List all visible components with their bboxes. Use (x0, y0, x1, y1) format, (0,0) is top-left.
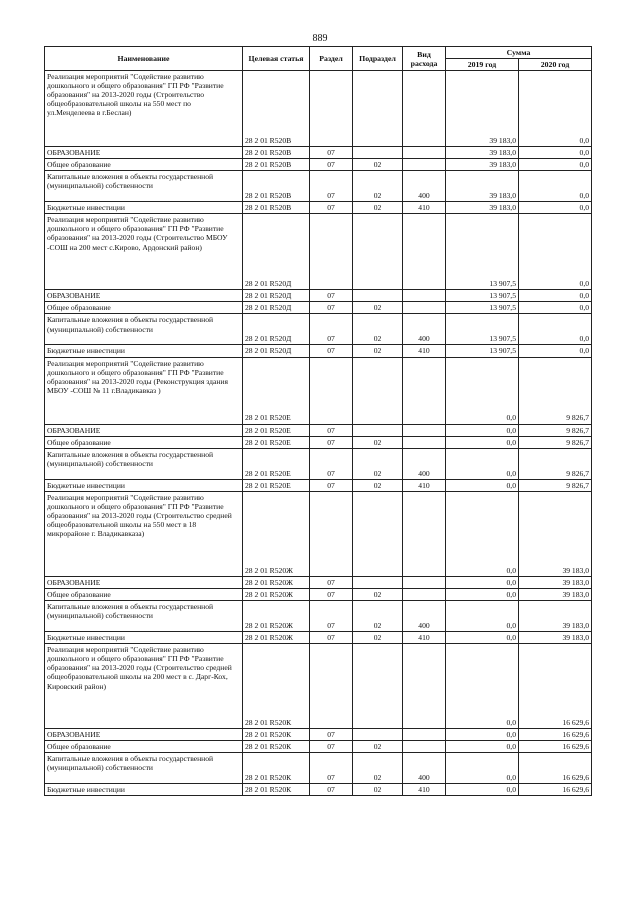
cell-2020: 9 826,7 (519, 448, 592, 479)
cell-kind: 400 (403, 601, 446, 632)
header-kind: Вид расхода (403, 47, 446, 71)
cell-kind: 400 (403, 314, 446, 345)
table-row (45, 741, 592, 753)
cell-subsection: 02 (353, 345, 403, 357)
cell-subsection (353, 491, 403, 576)
table-row (45, 729, 592, 741)
cell-2019: 0,0 (446, 729, 519, 741)
cell-target: 28 2 01 R520Д (243, 302, 310, 314)
cell-kind (403, 491, 446, 576)
table-body (45, 71, 592, 796)
cell-section: 07 (310, 171, 353, 202)
cell-section: 07 (310, 753, 353, 784)
cell-section (310, 214, 353, 290)
cell-2019: 39 183,0 (446, 71, 519, 147)
cell-section: 07 (310, 290, 353, 302)
cell-subsection: 02 (353, 588, 403, 600)
table-row (45, 424, 592, 436)
cell-2019: 0,0 (446, 784, 519, 796)
cell-2020: 9 826,7 (519, 479, 592, 491)
cell-section: 07 (310, 436, 353, 448)
cell-section: 07 (310, 424, 353, 436)
cell-2020: 0,0 (519, 171, 592, 202)
cell-2019: 0,0 (446, 588, 519, 600)
cell-2020: 0,0 (519, 314, 592, 345)
cell-2019: 0,0 (446, 436, 519, 448)
cell-name: Общее образование (45, 741, 243, 753)
cell-target: 28 2 01 R520К (243, 784, 310, 796)
cell-2020: 0,0 (519, 159, 592, 171)
cell-kind (403, 436, 446, 448)
table-row (45, 644, 592, 729)
cell-subsection: 02 (353, 159, 403, 171)
cell-section: 07 (310, 302, 353, 314)
cell-name: Бюджетные инвестиции (45, 479, 243, 491)
cell-target: 28 2 01 R520В (243, 202, 310, 214)
table-row (45, 632, 592, 644)
table-row (45, 71, 592, 147)
cell-2019: 39 183,0 (446, 171, 519, 202)
table-row (45, 314, 592, 345)
cell-kind (403, 159, 446, 171)
cell-target: 28 2 01 R520Ж (243, 576, 310, 588)
cell-section: 07 (310, 741, 353, 753)
cell-target: 28 2 01 R520Ж (243, 601, 310, 632)
cell-2019: 39 183,0 (446, 159, 519, 171)
table-row (45, 345, 592, 357)
cell-kind (403, 302, 446, 314)
cell-section: 07 (310, 448, 353, 479)
table-row (45, 290, 592, 302)
table-row (45, 214, 592, 290)
cell-subsection (353, 357, 403, 424)
table-row (45, 588, 592, 600)
cell-name: Бюджетные инвестиции (45, 202, 243, 214)
cell-section (310, 71, 353, 147)
table-row (45, 448, 592, 479)
cell-target: 28 2 01 R520Е (243, 357, 310, 424)
cell-name: Реализация мероприятий "Содействие развитию дошкольного и общего образования" ГП РФ "Развитие образования" на 2013-2020 годы (Реконструкция здания МБОУ -СОШ № 11 г.Владикавказ ) (45, 357, 243, 424)
cell-name: Реализация мероприятий "Содействие развитию дошкольного и общего образования" ГП РФ "Развитие образования" на 2013-2020 годы (Строительство средней общеобразовательной школы на 200 мест в с. Дарг-Кох, Кировский район) (45, 644, 243, 729)
cell-target: 28 2 01 R520Д (243, 314, 310, 345)
cell-2019: 0,0 (446, 424, 519, 436)
cell-target: 28 2 01 R520Е (243, 436, 310, 448)
cell-kind: 410 (403, 632, 446, 644)
header-2020: 2020 год (519, 59, 592, 71)
cell-2020: 16 629,6 (519, 644, 592, 729)
cell-kind (403, 357, 446, 424)
table-row (45, 601, 592, 632)
cell-subsection (353, 214, 403, 290)
cell-subsection: 02 (353, 202, 403, 214)
cell-2019: 39 183,0 (446, 147, 519, 159)
cell-2020: 0,0 (519, 147, 592, 159)
table-header (45, 47, 592, 71)
cell-target: 28 2 01 R520К (243, 644, 310, 729)
cell-kind (403, 741, 446, 753)
cell-subsection: 02 (353, 784, 403, 796)
cell-subsection (353, 147, 403, 159)
cell-target: 28 2 01 R520Д (243, 290, 310, 302)
cell-2019: 13 907,5 (446, 302, 519, 314)
cell-subsection: 02 (353, 302, 403, 314)
header-sum: Сумма (446, 47, 592, 59)
cell-2019: 0,0 (446, 741, 519, 753)
cell-target: 28 2 01 R520В (243, 171, 310, 202)
cell-name: Бюджетные инвестиции (45, 632, 243, 644)
cell-target: 28 2 01 R520Д (243, 345, 310, 357)
cell-section: 07 (310, 479, 353, 491)
header-name: Наименование (45, 47, 243, 71)
cell-section: 07 (310, 576, 353, 588)
cell-2020: 39 183,0 (519, 601, 592, 632)
cell-subsection (353, 644, 403, 729)
cell-name: Капитальные вложения в объекты государственной (муниципальной) собственности (45, 448, 243, 479)
cell-section: 07 (310, 202, 353, 214)
cell-subsection: 02 (353, 314, 403, 345)
cell-2019: 0,0 (446, 644, 519, 729)
cell-name: ОБРАЗОВАНИЕ (45, 424, 243, 436)
header-section: Раздел (310, 47, 353, 71)
cell-name: Капитальные вложения в объекты государственной (муниципальной) собственности (45, 601, 243, 632)
cell-target: 28 2 01 R520Е (243, 448, 310, 479)
cell-section: 07 (310, 632, 353, 644)
cell-2020: 16 629,6 (519, 753, 592, 784)
table-row (45, 491, 592, 576)
cell-kind (403, 729, 446, 741)
cell-kind (403, 576, 446, 588)
cell-kind (403, 424, 446, 436)
cell-target: 28 2 01 R520Е (243, 479, 310, 491)
cell-kind: 400 (403, 171, 446, 202)
cell-section: 07 (310, 601, 353, 632)
cell-target: 28 2 01 R520В (243, 159, 310, 171)
cell-target: 28 2 01 R520К (243, 741, 310, 753)
cell-2019: 0,0 (446, 357, 519, 424)
table-row (45, 302, 592, 314)
cell-target: 28 2 01 R520К (243, 753, 310, 784)
cell-name: Общее образование (45, 436, 243, 448)
cell-kind: 400 (403, 753, 446, 784)
table-row (45, 479, 592, 491)
cell-name: Бюджетные инвестиции (45, 345, 243, 357)
cell-subsection: 02 (353, 741, 403, 753)
cell-2019: 0,0 (446, 632, 519, 644)
header-target: Целевая статья (243, 47, 310, 71)
cell-name: Общее образование (45, 159, 243, 171)
cell-kind (403, 71, 446, 147)
cell-2019: 0,0 (446, 753, 519, 784)
cell-target: 28 2 01 R520Е (243, 424, 310, 436)
cell-section: 07 (310, 345, 353, 357)
budget-table (44, 46, 592, 796)
table-row (45, 202, 592, 214)
cell-2019: 0,0 (446, 448, 519, 479)
cell-subsection: 02 (353, 632, 403, 644)
cell-kind: 410 (403, 479, 446, 491)
cell-target: 28 2 01 R520В (243, 71, 310, 147)
table-row (45, 753, 592, 784)
table-row (45, 436, 592, 448)
cell-name: ОБРАЗОВАНИЕ (45, 576, 243, 588)
cell-subsection (353, 424, 403, 436)
cell-subsection: 02 (353, 753, 403, 784)
cell-section: 07 (310, 314, 353, 345)
cell-name: Общее образование (45, 302, 243, 314)
cell-2020: 9 826,7 (519, 357, 592, 424)
cell-subsection (353, 576, 403, 588)
cell-2020: 0,0 (519, 202, 592, 214)
cell-section: 07 (310, 784, 353, 796)
cell-subsection (353, 290, 403, 302)
cell-subsection: 02 (353, 601, 403, 632)
cell-2020: 39 183,0 (519, 576, 592, 588)
cell-name: Капитальные вложения в объекты государственной (муниципальной) собственности (45, 753, 243, 784)
cell-2020: 9 826,7 (519, 436, 592, 448)
cell-subsection: 02 (353, 171, 403, 202)
cell-target: 28 2 01 R520В (243, 147, 310, 159)
cell-name: Реализация мероприятий "Содействие развитию дошкольного и общего образования" ГП РФ "Развитие образования" на 2013-2020 годы (Строительство общеобразовательной школы на 550 мест по ул.Менделеева в г.Беслан) (45, 71, 243, 147)
cell-name: ОБРАЗОВАНИЕ (45, 290, 243, 302)
table-row (45, 171, 592, 202)
cell-2020: 39 183,0 (519, 632, 592, 644)
cell-2019: 39 183,0 (446, 202, 519, 214)
table-row (45, 357, 592, 424)
cell-name: ОБРАЗОВАНИЕ (45, 729, 243, 741)
cell-target: 28 2 01 R520Ж (243, 588, 310, 600)
cell-2020: 0,0 (519, 302, 592, 314)
cell-name: Капитальные вложения в объекты государственной (муниципальной) собственности (45, 171, 243, 202)
cell-kind (403, 214, 446, 290)
cell-kind (403, 290, 446, 302)
cell-kind: 410 (403, 784, 446, 796)
cell-target: 28 2 01 R520К (243, 729, 310, 741)
cell-target: 28 2 01 R520Д (243, 214, 310, 290)
cell-kind (403, 644, 446, 729)
header-2019: 2019 год (446, 59, 519, 71)
cell-target: 28 2 01 R520Ж (243, 491, 310, 576)
table-row (45, 576, 592, 588)
cell-kind (403, 588, 446, 600)
cell-2020: 0,0 (519, 214, 592, 290)
cell-2019: 13 907,5 (446, 214, 519, 290)
header-subsection: Подраздел (353, 47, 403, 71)
cell-name: Капитальные вложения в объекты государственной (муниципальной) собственности (45, 314, 243, 345)
cell-name: ОБРАЗОВАНИЕ (45, 147, 243, 159)
cell-section (310, 357, 353, 424)
cell-2019: 13 907,5 (446, 314, 519, 345)
cell-name: Бюджетные инвестиции (45, 784, 243, 796)
page-number: 889 (312, 33, 328, 44)
table-row (45, 147, 592, 159)
cell-2019: 0,0 (446, 601, 519, 632)
cell-2020: 9 826,7 (519, 424, 592, 436)
cell-section: 07 (310, 588, 353, 600)
cell-name: Общее образование (45, 588, 243, 600)
cell-2019: 13 907,5 (446, 290, 519, 302)
cell-subsection (353, 729, 403, 741)
cell-section (310, 644, 353, 729)
cell-2019: 0,0 (446, 491, 519, 576)
table-row (45, 159, 592, 171)
cell-2020: 16 629,6 (519, 741, 592, 753)
cell-2020: 39 183,0 (519, 588, 592, 600)
cell-2019: 0,0 (446, 576, 519, 588)
cell-section: 07 (310, 147, 353, 159)
cell-2020: 0,0 (519, 345, 592, 357)
cell-name: Реализация мероприятий "Содействие развитию дошкольного и общего образования" ГП РФ "Развитие образования" на 2013-2020 годы (Строительство средней общеобразовательной школы на 550 мест в 18 микрорайоне г. Владикавказа) (45, 491, 243, 576)
cell-kind: 410 (403, 345, 446, 357)
cell-section (310, 491, 353, 576)
cell-section: 07 (310, 159, 353, 171)
cell-subsection: 02 (353, 436, 403, 448)
cell-kind (403, 147, 446, 159)
cell-subsection (353, 71, 403, 147)
cell-subsection: 02 (353, 448, 403, 479)
cell-2020: 0,0 (519, 71, 592, 147)
cell-2020: 16 629,6 (519, 784, 592, 796)
table-row (45, 784, 592, 796)
cell-2020: 0,0 (519, 290, 592, 302)
cell-2020: 39 183,0 (519, 491, 592, 576)
cell-target: 28 2 01 R520Ж (243, 632, 310, 644)
cell-subsection: 02 (353, 479, 403, 491)
cell-kind: 400 (403, 448, 446, 479)
cell-2020: 16 629,6 (519, 729, 592, 741)
cell-2019: 13 907,5 (446, 345, 519, 357)
cell-name: Реализация мероприятий "Содействие развитию дошкольного и общего образования" ГП РФ "Развитие образования" на 2013-2020 годы (Строительство МБОУ -СОШ на 200 мест с.Кирово, Ардонский район) (45, 214, 243, 290)
cell-section: 07 (310, 729, 353, 741)
cell-2019: 0,0 (446, 479, 519, 491)
cell-kind: 410 (403, 202, 446, 214)
